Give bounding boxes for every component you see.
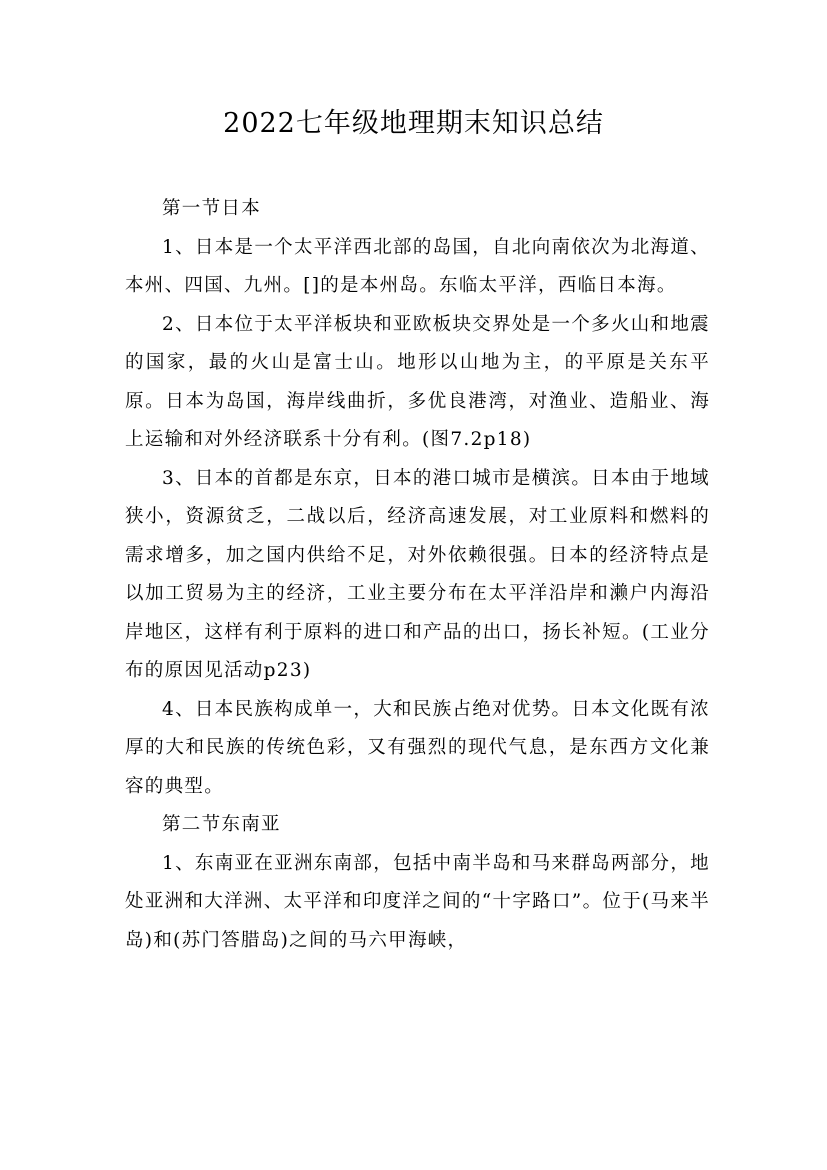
paragraph-japan-4: 4、日本民族构成单一，大和民族占绝对优势。日本文化既有浓厚的大和民族的传统色彩，又有强烈的现代气息，是东西方文化兼容的典型。 [125,698,710,797]
document-title: 2022七年级地理期末知识总结 [223,108,604,139]
section-heading-southeast-asia: 第二节东南亚 [162,814,281,835]
paragraph-southeast-asia-1: 1、东南亚在亚洲东南部，包括中南半岛和马来群岛两部分，地处亚洲和大洋洲、太平洋和印度洋之间的“十字路口”。位于(马来半岛)和(苏门答腊岛)之间的马六甲海峡， [125,852,710,951]
document-body [125,190,710,960]
paragraph-japan-2: 2、日本位于太平洋板块和亚欧板块交界处是一个多火山和地震的国家，最的火山是富士山。地形以山地为主，的平原是关东平原。日本为岛国，海岸线曲折，多优良港湾，对渔业、造船业、海上运输和对外经济联系十分有利。(图7.2p18) [125,313,710,450]
paragraph-japan-3: 3、日本的首都是东京，日本的港口城市是横滨。日本由于地域狭小，资源贫乏，二战以后，经济高速发展，对工业原料和燃料的需求增多，加之国内供给不足，对外依赖很强。日本的经济特点是以加工贸易为主的经济，工业主要分布在太平洋沿岸和濑户内海沿岸地区，这样有利于原料的进口和产品的出口，扬长补短。(工业分布的原因见活动p23) [125,467,710,681]
section-heading-japan: 第一节日本 [162,198,262,219]
paragraph-japan-1: 1、日本是一个太平洋西北部的岛国，自北向南依次为北海道、本州、四国、九州。[]的是本州岛。东临太平洋，西临日本海。 [125,236,710,296]
